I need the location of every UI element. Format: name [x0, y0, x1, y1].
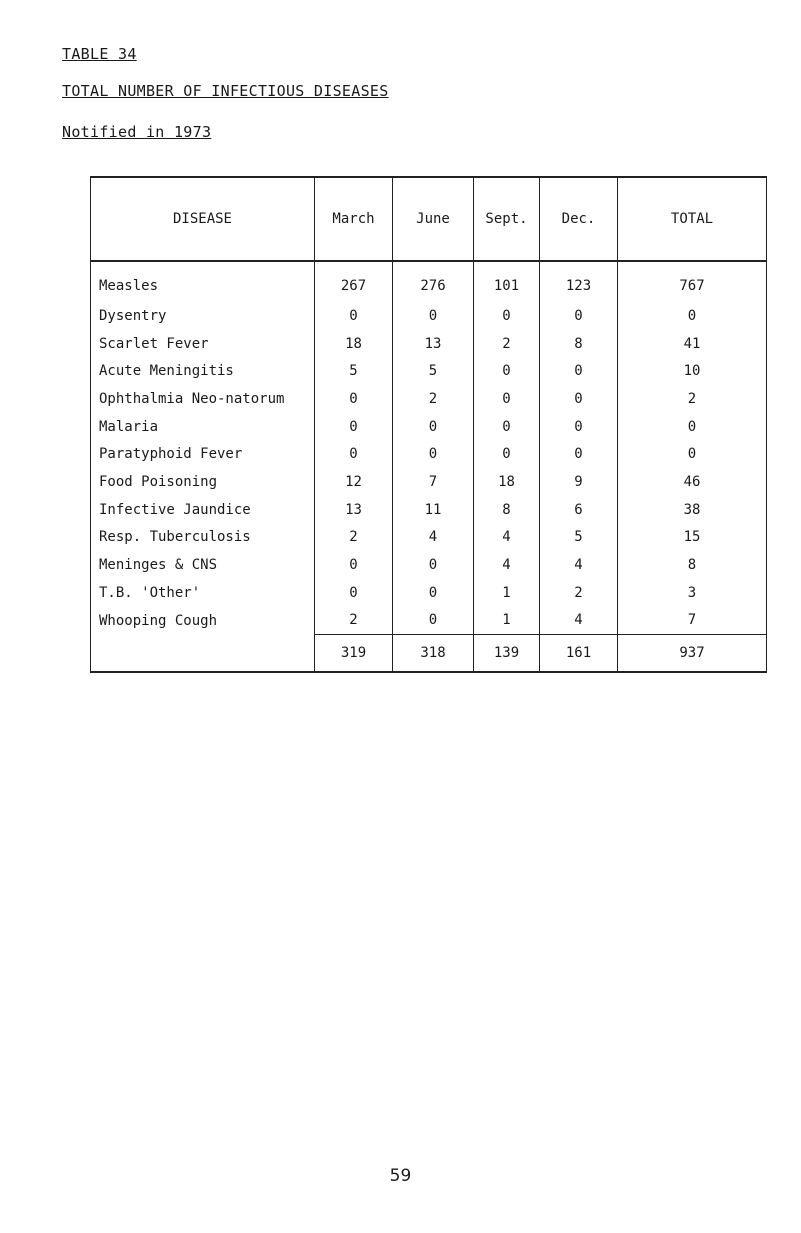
- march-cell: 2: [315, 607, 393, 635]
- sept-cell: 0: [474, 440, 540, 468]
- june-cell: 0: [393, 551, 474, 579]
- table-row: [91, 385, 767, 413]
- header-total: TOTAL: [618, 177, 767, 261]
- table-header: [91, 177, 767, 261]
- june-cell: 7: [393, 468, 474, 496]
- table-row: [91, 607, 767, 635]
- sept-cell: 2: [474, 330, 540, 358]
- header-june: June: [393, 177, 474, 261]
- june-cell: 11: [393, 496, 474, 524]
- dec-cell: 123: [540, 261, 618, 302]
- sept-cell: 0: [474, 302, 540, 330]
- june-cell: 13: [393, 330, 474, 358]
- table-row: [91, 357, 767, 385]
- total-cell: 0: [618, 440, 767, 468]
- sept-cell: 1: [474, 607, 540, 635]
- dec-cell: 0: [540, 413, 618, 441]
- june-cell: 0: [393, 413, 474, 441]
- table-row: [91, 551, 767, 579]
- header-row: [91, 177, 767, 261]
- infectious-diseases-table: [90, 176, 767, 673]
- table-row: [91, 468, 767, 496]
- total-cell: 10: [618, 357, 767, 385]
- page-number: 59: [389, 1166, 412, 1186]
- document-title: TOTAL NUMBER OF INFECTIOUS DISEASES: [62, 82, 389, 100]
- table-row: [91, 579, 767, 607]
- dec-cell: 4: [540, 607, 618, 635]
- total-cell: 0: [618, 413, 767, 441]
- march-cell: 0: [315, 579, 393, 607]
- table-row: [91, 440, 767, 468]
- disease-name: Dysentry: [91, 302, 315, 330]
- june-cell: 0: [393, 579, 474, 607]
- sept-cell: 8: [474, 496, 540, 524]
- table-row: [91, 302, 767, 330]
- march-cell: 0: [315, 302, 393, 330]
- dec-cell: 0: [540, 302, 618, 330]
- disease-name: T.B. 'Other': [91, 579, 315, 607]
- total-cell: 15: [618, 524, 767, 552]
- june-cell: 0: [393, 302, 474, 330]
- header-sept: Sept.: [474, 177, 540, 261]
- disease-name: Infective Jaundice: [91, 496, 315, 524]
- table-row: [91, 330, 767, 358]
- sept-cell: 1: [474, 579, 540, 607]
- total-cell: 2: [618, 385, 767, 413]
- dec-cell: 8: [540, 330, 618, 358]
- total-cell: 8: [618, 551, 767, 579]
- disease-name: Ophthalmia Neo-natorum: [91, 385, 315, 413]
- disease-name: Scarlet Fever: [91, 330, 315, 358]
- document-subtitle: Notified in 1973: [62, 123, 212, 141]
- disease-name: Meninges & CNS: [91, 551, 315, 579]
- march-cell: 0: [315, 413, 393, 441]
- header-disease: DISEASE: [91, 177, 315, 261]
- dec-cell: 0: [540, 357, 618, 385]
- dec-cell: 0: [540, 440, 618, 468]
- table-row: [91, 413, 767, 441]
- march-cell: 12: [315, 468, 393, 496]
- june-cell: 2: [393, 385, 474, 413]
- total-cell: 7: [618, 607, 767, 635]
- march-cell: 13: [315, 496, 393, 524]
- table-label: TABLE 34: [62, 45, 137, 63]
- disease-name: Food Poisoning: [91, 468, 315, 496]
- sept-cell: 4: [474, 524, 540, 552]
- march-total: 319: [315, 635, 393, 673]
- total-cell: 38: [618, 496, 767, 524]
- dec-cell: 6: [540, 496, 618, 524]
- march-cell: 5: [315, 357, 393, 385]
- disease-name: Resp. Tuberculosis: [91, 524, 315, 552]
- sept-cell: 101: [474, 261, 540, 302]
- sept-total: 139: [474, 635, 540, 673]
- dec-cell: 9: [540, 468, 618, 496]
- june-cell: 4: [393, 524, 474, 552]
- total-cell: 41: [618, 330, 767, 358]
- march-cell: 0: [315, 385, 393, 413]
- totals-row: [91, 635, 767, 673]
- table-row: [91, 524, 767, 552]
- june-cell: 0: [393, 607, 474, 635]
- dec-cell: 2: [540, 579, 618, 607]
- total-cell: 3: [618, 579, 767, 607]
- disease-name: Malaria: [91, 413, 315, 441]
- header-dec: Dec.: [540, 177, 618, 261]
- sept-cell: 18: [474, 468, 540, 496]
- dec-cell: 5: [540, 524, 618, 552]
- dec-cell: 4: [540, 551, 618, 579]
- sept-cell: 0: [474, 413, 540, 441]
- sept-cell: 4: [474, 551, 540, 579]
- header-march: March: [315, 177, 393, 261]
- june-cell: 0: [393, 440, 474, 468]
- march-cell: 0: [315, 440, 393, 468]
- total-cell: 767: [618, 261, 767, 302]
- totals-label-cell: [91, 635, 315, 673]
- disease-name: Whooping Cough: [91, 607, 315, 635]
- disease-name: Acute Meningitis: [91, 357, 315, 385]
- june-cell: 5: [393, 357, 474, 385]
- table-row: [91, 496, 767, 524]
- grand-total: 937: [618, 635, 767, 673]
- dec-cell: 0: [540, 385, 618, 413]
- march-cell: 267: [315, 261, 393, 302]
- total-cell: 46: [618, 468, 767, 496]
- sept-cell: 0: [474, 385, 540, 413]
- sept-cell: 0: [474, 357, 540, 385]
- dec-total: 161: [540, 635, 618, 673]
- table-row: [91, 261, 767, 302]
- total-cell: 0: [618, 302, 767, 330]
- disease-name: Paratyphoid Fever: [91, 440, 315, 468]
- march-cell: 0: [315, 551, 393, 579]
- table-body: [91, 261, 767, 635]
- march-cell: 18: [315, 330, 393, 358]
- disease-name: Measles: [91, 261, 315, 302]
- table-footer: [91, 635, 767, 673]
- june-total: 318: [393, 635, 474, 673]
- march-cell: 2: [315, 524, 393, 552]
- june-cell: 276: [393, 261, 474, 302]
